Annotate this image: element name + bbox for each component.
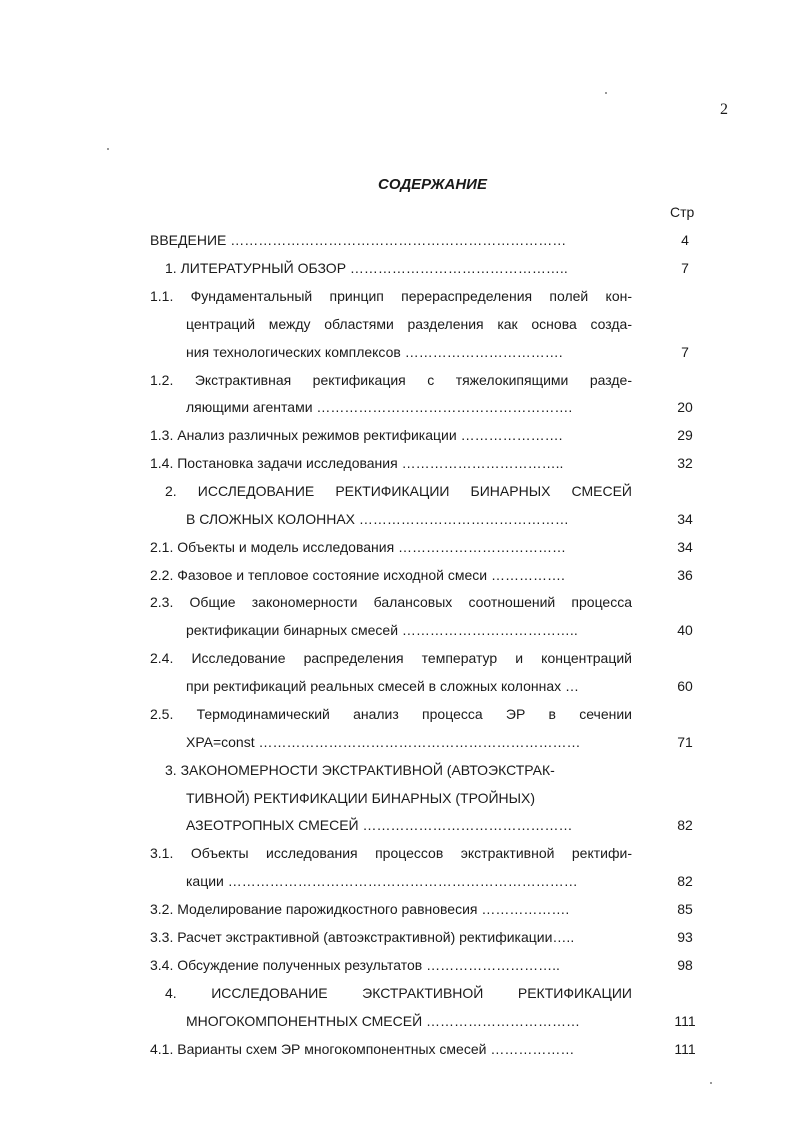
toc-page-number: 85 bbox=[677, 901, 693, 917]
toc-entry-3-3: 3.3. Расчет экстрактивной (автоэкстрактивной) ректификации….. bbox=[150, 929, 575, 945]
toc-entry-3-2: 3.2. Моделирование парожидкостного равновесия ………………. bbox=[150, 901, 570, 917]
toc-page-number: 40 bbox=[677, 622, 693, 638]
toc-page-number: 34 bbox=[677, 511, 693, 527]
toc-page-number: 20 bbox=[677, 399, 693, 415]
toc-entry-chapter-3-line-1: 3. ЗАКОНОМЕРНОСТИ ЭКСТРАКТИВНОЙ (АВТОЭКСТРАК- bbox=[165, 762, 555, 778]
toc-entry-1-1-line-1: 1.1. Фундаментальный принцип перераспределения полей кон- bbox=[150, 288, 632, 304]
toc-page-number: 34 bbox=[677, 539, 693, 555]
toc-entry-intro: ВВЕДЕНИЕ ……………………………………………………………… bbox=[150, 232, 567, 248]
toc-entry-1-2-line-1: 1.2. Экстрактивная ректификация с тяжелокипящими разде- bbox=[150, 372, 632, 388]
toc-page-number: 29 bbox=[677, 427, 693, 443]
toc-page-number: 111 bbox=[674, 1013, 696, 1029]
toc-entry-chapter-3-line-2: ТИВНОЙ) РЕКТИФИКАЦИИ БИНАРНЫХ (ТРОЙНЫХ) bbox=[186, 790, 536, 806]
toc-entry-3-1-line-1: 3.1. Объекты исследования процессов экстрактивной ректифи- bbox=[150, 845, 632, 861]
scan-speck bbox=[605, 92, 607, 94]
toc-entry-chapter-1: 1. ЛИТЕРАТУРНЫЙ ОБЗОР ……………………………………….. bbox=[165, 260, 568, 276]
toc-page-number: 4 bbox=[681, 232, 689, 248]
toc-entry-2-4-line-1: 2.4. Исследование распределения температур и концентраций bbox=[150, 650, 632, 666]
toc-page-number: 32 bbox=[677, 455, 693, 471]
toc-page-number: 71 bbox=[677, 734, 693, 750]
toc-entry-1-4: 1.4. Постановка задачи исследования …………………………….. bbox=[150, 455, 564, 471]
toc-entry-3-4: 3.4. Обсуждение полученных результатов ……………………….. bbox=[150, 957, 560, 973]
toc-page-number: 36 bbox=[677, 567, 693, 583]
toc-entry-2-3-line-1: 2.3. Общие закономерности балансовых соотношений процесса bbox=[150, 594, 632, 610]
toc-page-number: 7 bbox=[681, 260, 689, 276]
toc-entry-2-4-line-2: при ректификаций реальных смесей в сложных колоннах … bbox=[186, 678, 580, 694]
toc-entry-chapter-2-line-1: 2. ИССЛЕДОВАНИЕ РЕКТИФИКАЦИИ БИНАРНЫХ СМЕСЕЙ bbox=[165, 483, 632, 499]
toc-entry-2-5-line-2: XPA=const …………………………………………………………… bbox=[186, 734, 581, 750]
scan-speck bbox=[107, 148, 109, 150]
toc-entry-chapter-4-line-2: МНОГОКОМПОНЕНТНЫХ СМЕСЕЙ …………………………… bbox=[186, 1013, 581, 1029]
toc-page-number: 7 bbox=[681, 344, 689, 360]
toc-entry-2-1: 2.1. Объекты и модель исследования ……………………………… bbox=[150, 539, 567, 555]
toc-page-number: 82 bbox=[677, 817, 693, 833]
toc-entry-2-3-line-2: ректификации бинарных смесей ……………………………….. bbox=[186, 622, 578, 638]
page-title: СОДЕРЖАНИЕ bbox=[378, 176, 487, 193]
toc-entry-1-3: 1.3. Анализ различных режимов ректификации …………………. bbox=[150, 427, 563, 443]
toc-page-number: 82 bbox=[677, 873, 693, 889]
toc-entry-4-1: 4.1. Варианты схем ЭР многокомпонентных смесей ……………… bbox=[150, 1041, 575, 1057]
toc-entry-chapter-3-line-3: АЗЕОТРОПНЫХ СМЕСЕЙ ……………………………………… bbox=[186, 817, 573, 833]
toc-entry-2-5-line-1: 2.5. Термодинамический анализ процесса ЭР в сечении bbox=[150, 706, 632, 722]
scan-speck bbox=[710, 1082, 712, 1084]
toc-entry-3-1-line-2: кации ………………………………………………………………… bbox=[186, 873, 578, 889]
page-number: 2 bbox=[720, 101, 728, 118]
toc-entry-chapter-4-line-1: 4. ИССЛЕДОВАНИЕ ЭКСТРАКТИВНОЙ РЕКТИФИКАЦИИ bbox=[165, 985, 632, 1001]
toc-entry-1-2-line-2: ляющими агентами ………………………………………………. bbox=[186, 399, 573, 415]
toc-entry-1-1-line-2: центраций между областями разделения как основа созда- bbox=[186, 316, 632, 332]
toc-entry-chapter-2-line-2: В СЛОЖНЫХ КОЛОННАХ ……………………………………… bbox=[186, 511, 569, 527]
toc-page-number: 111 bbox=[674, 1041, 696, 1057]
toc-page-number: 60 bbox=[677, 678, 693, 694]
toc-entry-1-1-line-3: ния технологических комплексов ……………………………. bbox=[186, 344, 563, 360]
toc-page-number: 98 bbox=[677, 957, 693, 973]
toc-entry-2-2: 2.2. Фазовое и тепловое состояние исходной смеси ……………. bbox=[150, 567, 565, 583]
page-column-header: Стр bbox=[670, 204, 695, 220]
toc-page-number: 93 bbox=[677, 929, 693, 945]
